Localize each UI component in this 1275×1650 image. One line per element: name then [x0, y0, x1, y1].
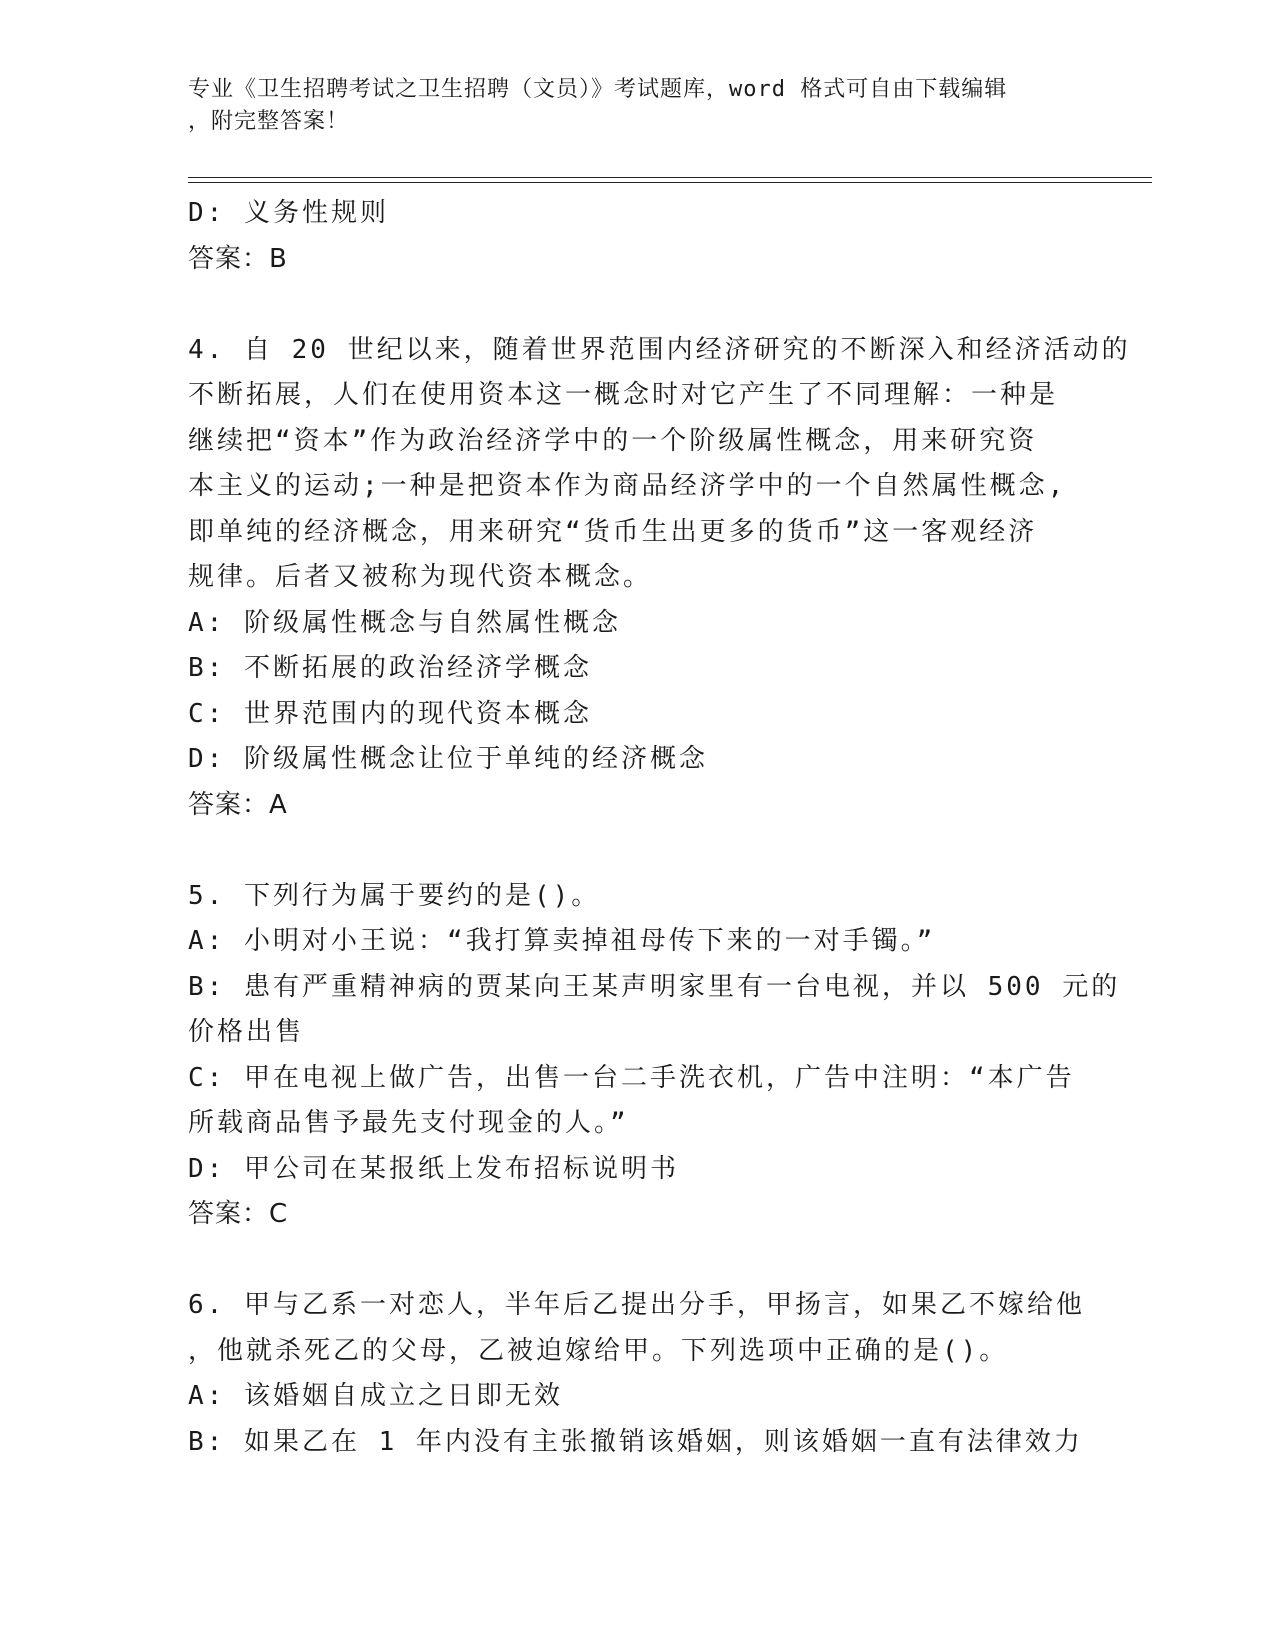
header-divider-bottom	[188, 182, 1152, 183]
spacer	[188, 1238, 1088, 1284]
option-b-line: 价格出售	[188, 1017, 305, 1047]
option-b: B: 如果乙在 1 年内没有主张撤销该婚姻，则该婚姻一直有法律效力	[188, 1426, 1083, 1457]
question-6	[188, 1283, 1088, 1465]
header-line-1: 专业《卫生招聘考试之卫生招聘（文员）》考试题库，word 格式可自由下载编辑	[188, 77, 1008, 102]
option-a: A: 该婚姻自成立之日即无效	[188, 1381, 563, 1411]
answer: 答案：A	[188, 789, 288, 820]
header-divider-top	[188, 177, 1152, 178]
question-content	[188, 191, 1131, 1465]
question-3-tail	[188, 191, 1088, 282]
question-stem-line: 规律。后者又被称为现代资本概念。	[188, 562, 653, 592]
answer: 答案：C	[188, 1199, 289, 1229]
answer: 答案：B	[188, 243, 288, 274]
option-c: C: 世界范围内的现代资本概念	[188, 698, 592, 729]
question-stem-line: 即单纯的经济概念，用来研究“货币生出更多的货币”这一客观经济	[188, 516, 1038, 547]
question-stem-line: 4. 自 20 世纪以来，随着世界范围内经济研究的不断深入和经济活动的	[188, 334, 1131, 365]
option-a: A: 阶级属性概念与自然属性概念	[188, 607, 621, 638]
question-stem-line: 6. 甲与乙系一对恋人，半年后乙提出分手，甲扬言，如果乙不嫁给他	[188, 1290, 1085, 1320]
option-c-line: C: 甲在电视上做广告，出售一台二手洗衣机，广告中注明：“本广告	[188, 1062, 1075, 1093]
spacer	[188, 828, 1088, 874]
question-stem-line: 不断拓展，人们在使用资本这一概念时对它产生了不同理解：一种是	[188, 380, 1059, 410]
page-header	[188, 74, 1088, 138]
option-d: D: 甲公司在某报纸上发布招标说明书	[188, 1153, 679, 1184]
question-4	[188, 328, 1131, 829]
question-stem-line: ，他就杀死乙的父母，乙被迫嫁给甲。下列选项中正确的是()。	[188, 1335, 1009, 1366]
option-b-line: B: 患有严重精神病的贾某向王某声明家里有一台电视，并以 500 元的	[188, 971, 1121, 1002]
question-stem-line: 本主义的运动;一种是把资本作为商品经济学中的一个自然属性概念,	[188, 471, 1067, 501]
option-b: B: 不断拓展的政治经济学概念	[188, 653, 592, 683]
option-c-line: 所载商品售予最先支付现金的人。”	[188, 1108, 629, 1138]
spacer	[188, 282, 1088, 328]
question-5	[188, 874, 1121, 1238]
option-a: A: 小明对小王说：“我打算卖掉祖母传下来的一对手镯。”	[188, 926, 936, 956]
header-line-2: ，附完整答案！	[188, 109, 350, 134]
question-stem-line: 继续把“资本”作为政治经济学中的一个阶级属性概念，用来研究资	[188, 425, 1038, 456]
option-d: D: 义务性规则	[188, 198, 389, 228]
option-d: D: 阶级属性概念让位于单纯的经济概念	[188, 744, 708, 774]
question-stem: 5. 下列行为属于要约的是()。	[188, 880, 601, 911]
